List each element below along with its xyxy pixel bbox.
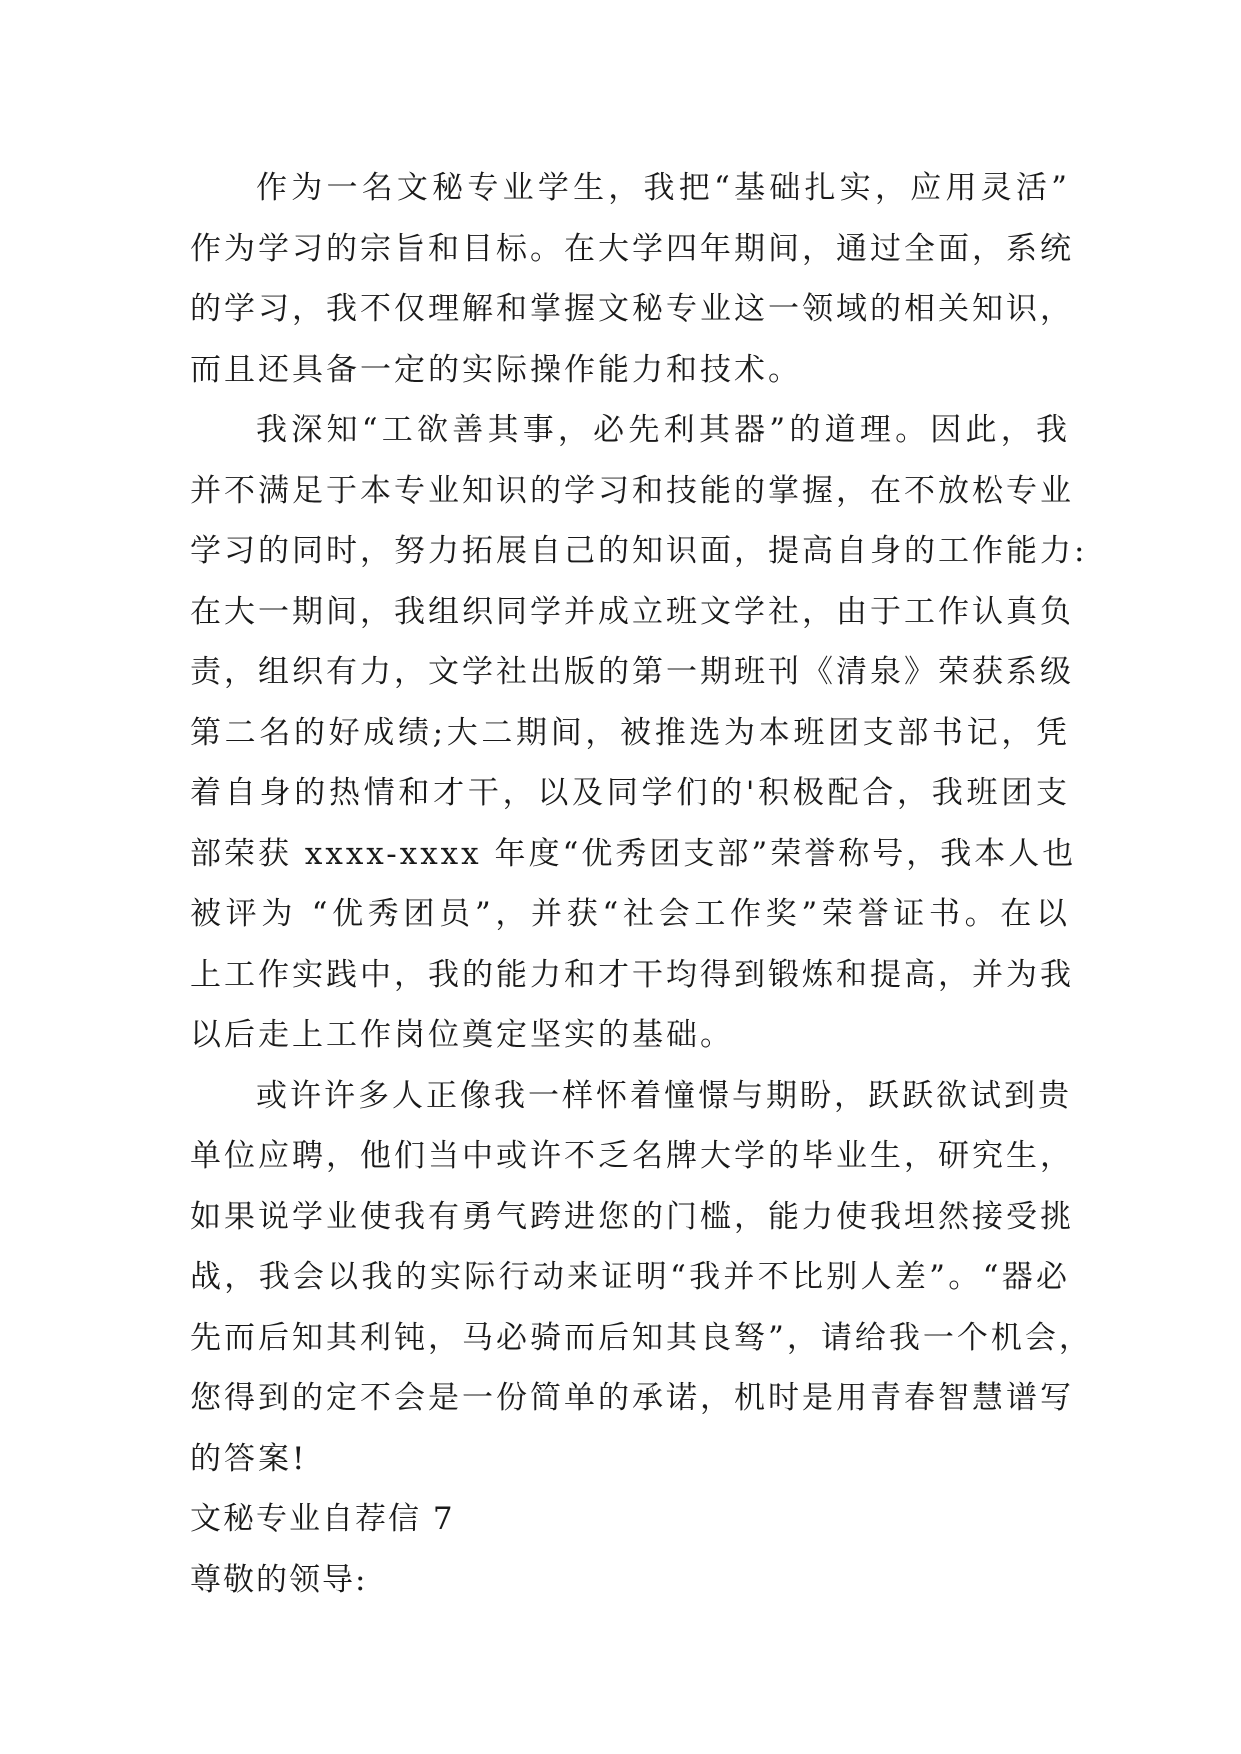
paragraph-2 bbox=[190, 400, 1088, 1066]
text-line: 作为学习的宗旨和目标。在大学四年期间，通过全面，系统 bbox=[190, 230, 1074, 267]
text-line: 被评为 “优秀团员”，并获“社会工作奖”荣誉证书。在以 bbox=[190, 896, 1070, 932]
text-line: 以后走上工作岗位奠定坚实的基础。 bbox=[190, 1017, 734, 1053]
text-line: 我深知“工欲善其事，必先利其器”的道理。因此，我 bbox=[256, 412, 1070, 448]
letter-title: 文秘专业自荐信 7 bbox=[190, 1501, 455, 1537]
paragraph-3 bbox=[190, 1066, 1093, 1490]
text-line: 部荣获 xxxx-xxxx 年度“优秀团支部”荣誉称号，我本人也 bbox=[190, 835, 1077, 872]
text-line: 您得到的定不会是一份简单的承诺，机时是用青春智慧谱写 bbox=[190, 1380, 1074, 1416]
text-line: 责，组织有力，文学社出版的第一期班刊《清泉》荣获系级 bbox=[190, 654, 1074, 690]
paragraph-1 bbox=[190, 158, 1074, 400]
salutation: 尊敬的领导: bbox=[190, 1561, 368, 1598]
text-line: 作为一名文秘专业学生，我把“基础扎实，应用灵活” bbox=[256, 170, 1070, 206]
text-line: 的学习，我不仅理解和掌握文秘专业这一领域的相关知识， bbox=[190, 291, 1074, 327]
text-line: 或许许多人正像我一样怀着憧憬与期盼，跃跃欲试到贵 bbox=[256, 1077, 1072, 1114]
text-line: 学习的同时，努力拓展自己的知识面，提高自身的工作能力: bbox=[190, 533, 1088, 569]
text-line: 的答案! bbox=[190, 1440, 308, 1477]
text-line: 单位应聘，他们当中或许不乏名牌大学的毕业生，研究生， bbox=[190, 1138, 1074, 1174]
text-line: 在大一期间，我组织同学并成立班文学社，由于工作认真负 bbox=[190, 593, 1074, 630]
text-line: 先而后知其利钝，马必骑而后知其良驽”，请给我一个机会， bbox=[190, 1319, 1093, 1356]
text-line: 第二名的好成绩;大二期间，被推选为本班团支部书记，凭 bbox=[190, 714, 1070, 751]
document-body bbox=[190, 158, 1093, 1610]
text-line: 着自身的热情和才干，以及同学们的'积极配合，我班团支 bbox=[190, 775, 1070, 811]
text-line: 而且还具备一定的实际操作能力和技术。 bbox=[190, 351, 802, 388]
text-line: 并不满足于本专业知识的学习和技能的掌握，在不放松专业 bbox=[190, 472, 1074, 509]
text-line: 如果说学业使我有勇气跨进您的门槛，能力使我坦然接受挑 bbox=[190, 1198, 1074, 1235]
text-line: 上工作实践中，我的能力和才干均得到锻炼和提高，并为我 bbox=[190, 956, 1074, 993]
text-line: 战，我会以我的实际行动来证明“我并不比别人差”。“器必 bbox=[190, 1259, 1070, 1295]
